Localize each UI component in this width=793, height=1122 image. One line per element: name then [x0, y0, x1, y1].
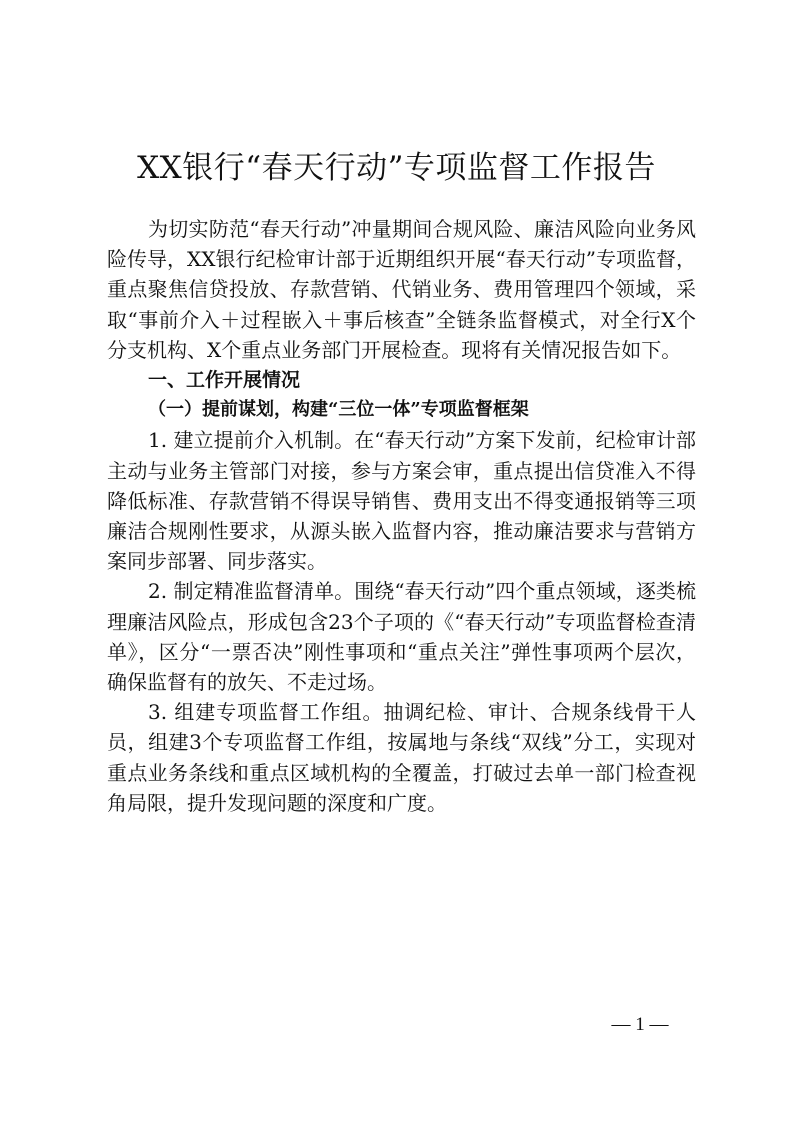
document-body: [107, 214, 696, 818]
subsection-heading-1: （一）提前谋划，构建“三位一体”专项监督框架: [148, 399, 529, 421]
document-title: XX银行“春天行动”专项监督工作报告: [137, 150, 656, 186]
item-paragraph-1: 1. 建立提前介入机制。在“春天行动”方案下发前，纪检审计部主动与业务主管部门对接，参与方案会审，重点提出信贷准入不得降低标准、存款营销不得误导销售、费用支出不得变通报销等三项廉洁合规刚性要求，从源头嵌入监督内容，推动廉洁要求与营销方案同步部署、同步落实。: [107, 428, 696, 574]
item-paragraph-3: 3. 组建专项监督工作组。抽调纪检、审计、合规条线骨干人员，组建3个专项监督工作组，按属地与条线“双线”分工，实现对重点业务条线和重点区域机构的全覆盖，打破过去单一部门检查视角局限，提升发现问题的深度和广度。: [107, 700, 696, 815]
section-heading-1: 一、工作开展情况: [148, 369, 301, 392]
page-number: — 1 —: [611, 1014, 669, 1035]
item-paragraph-2: 2. 制定精准监督清单。围绕“春天行动”四个重点领域，逐类梳理廉洁风险点，形成包含23个子项的《“春天行动”专项监督检查清单》，区分“一票否决”刚性事项和“重点关注”弹性事项两个层次，确保监督有的放矢、不走过场。: [107, 579, 696, 695]
intro-paragraph: 为切实防范“春天行动”冲量期间合规风险、廉洁风险向业务风险传导，XX银行纪检审计部于近期组织开展“春天行动”专项监督，重点聚焦信贷投放、存款营销、代销业务、费用管理四个领域，采取“事前介入＋过程嵌入＋事后核查”全链条监督模式，对全行X个分支机构、X个重点业务部门开展检查。现将有关情况报告如下。: [107, 217, 696, 362]
